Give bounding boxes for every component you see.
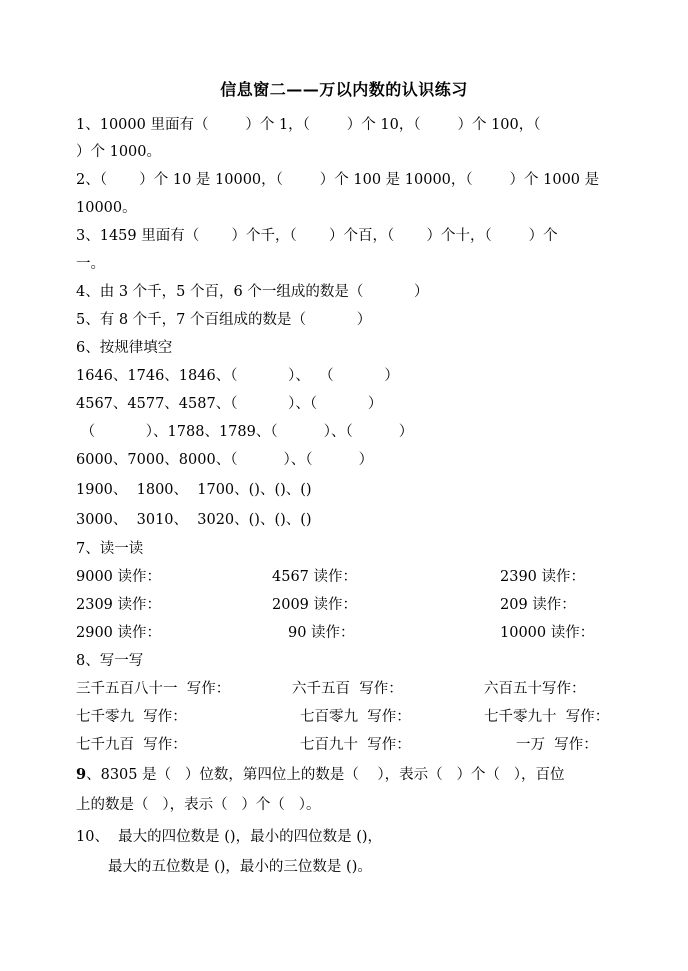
- read-item: 2009 读作：: [272, 597, 358, 613]
- pattern-row: 6000、7000、8000、（ ）、（ ）: [76, 452, 374, 468]
- read-item: 2900 读作：: [76, 625, 162, 641]
- write-item: 七千零九 写作：: [76, 709, 187, 725]
- question-6-heading: 6、按规律填空: [76, 340, 173, 356]
- read-item: 9000 读作：: [76, 569, 162, 585]
- pattern-row: 4567、4577、4587、（ ）、（ ）: [76, 396, 383, 412]
- question-9-text: 、8305 是（ ）位数，第四位上的数是（ ），表示（ ）个（ ），百位: [86, 767, 565, 783]
- read-item: 10000 读作：: [500, 625, 595, 641]
- write-item: 六千五百 写作：: [292, 681, 403, 697]
- write-item: 七千九百 写作：: [76, 737, 187, 753]
- question-8-heading: 8、写一写: [76, 653, 144, 669]
- question-3-line-2: 一。: [76, 256, 105, 272]
- question-9-line-1: [76, 766, 565, 784]
- read-item: 90 读作：: [288, 625, 355, 641]
- write-item: 一万 写作：: [516, 737, 598, 753]
- read-item: 2309 读作：: [76, 597, 162, 613]
- question-5: 5、有 8 个千，7 个百组成的数是（ ）: [76, 312, 372, 328]
- read-item: 209 读作：: [500, 597, 576, 613]
- pattern-row: 1646、1746、1846、（ ）、 （ ）: [76, 368, 399, 384]
- question-7-heading: 7、读一读: [76, 541, 144, 557]
- question-2-line-1: 2、（ ）个 10 是 10000，（ ）个 100 是 10000，（ ）个 1000 是: [76, 172, 600, 188]
- pattern-row: （ ）、1788、1789、（ ）、（ ）: [76, 424, 414, 440]
- pattern-row: 3000、 3010、 3020、()、()、(): [76, 512, 312, 528]
- write-item: 七百九十 写作：: [300, 737, 411, 753]
- read-item: 2390 读作：: [500, 569, 586, 585]
- question-2-line-2: 10000。: [76, 200, 137, 216]
- read-item: 4567 读作：: [272, 569, 358, 585]
- write-item: 七百零九 写作：: [300, 709, 411, 725]
- pattern-row: 1900、 1800、 1700、()、()、(): [76, 482, 312, 498]
- question-10-line-1: 10、 最大的四位数是 ()，最小的四位数是 ()，: [76, 829, 383, 845]
- page-title: 信息窗二——万以内数的认识练习: [220, 80, 468, 99]
- question-10-line-2: 最大的五位数是 ()，最小的三位数是 ()。: [108, 859, 372, 875]
- question-3-line-1: 3、1459 里面有（ ）个千，（ ）个百，（ ）个十，（ ）个: [76, 228, 558, 244]
- question-9-number: 9: [76, 766, 87, 783]
- question-1-line-2: ）个 1000。: [76, 144, 162, 160]
- write-item: 三千五百八十一 写作：: [76, 681, 231, 697]
- question-4: 4、由 3 个千，5 个百，6 个一组成的数是（ ）: [76, 284, 429, 300]
- write-item: 七千零九十 写作：: [484, 709, 610, 725]
- question-1-line-1: 1、10000 里面有（ ）个 1，（ ）个 10，（ ）个 100，（: [76, 117, 541, 133]
- write-item: 六百五十写作：: [484, 681, 586, 697]
- question-9-line-2: 上的数是（ ），表示（ ）个（ ）。: [76, 797, 321, 813]
